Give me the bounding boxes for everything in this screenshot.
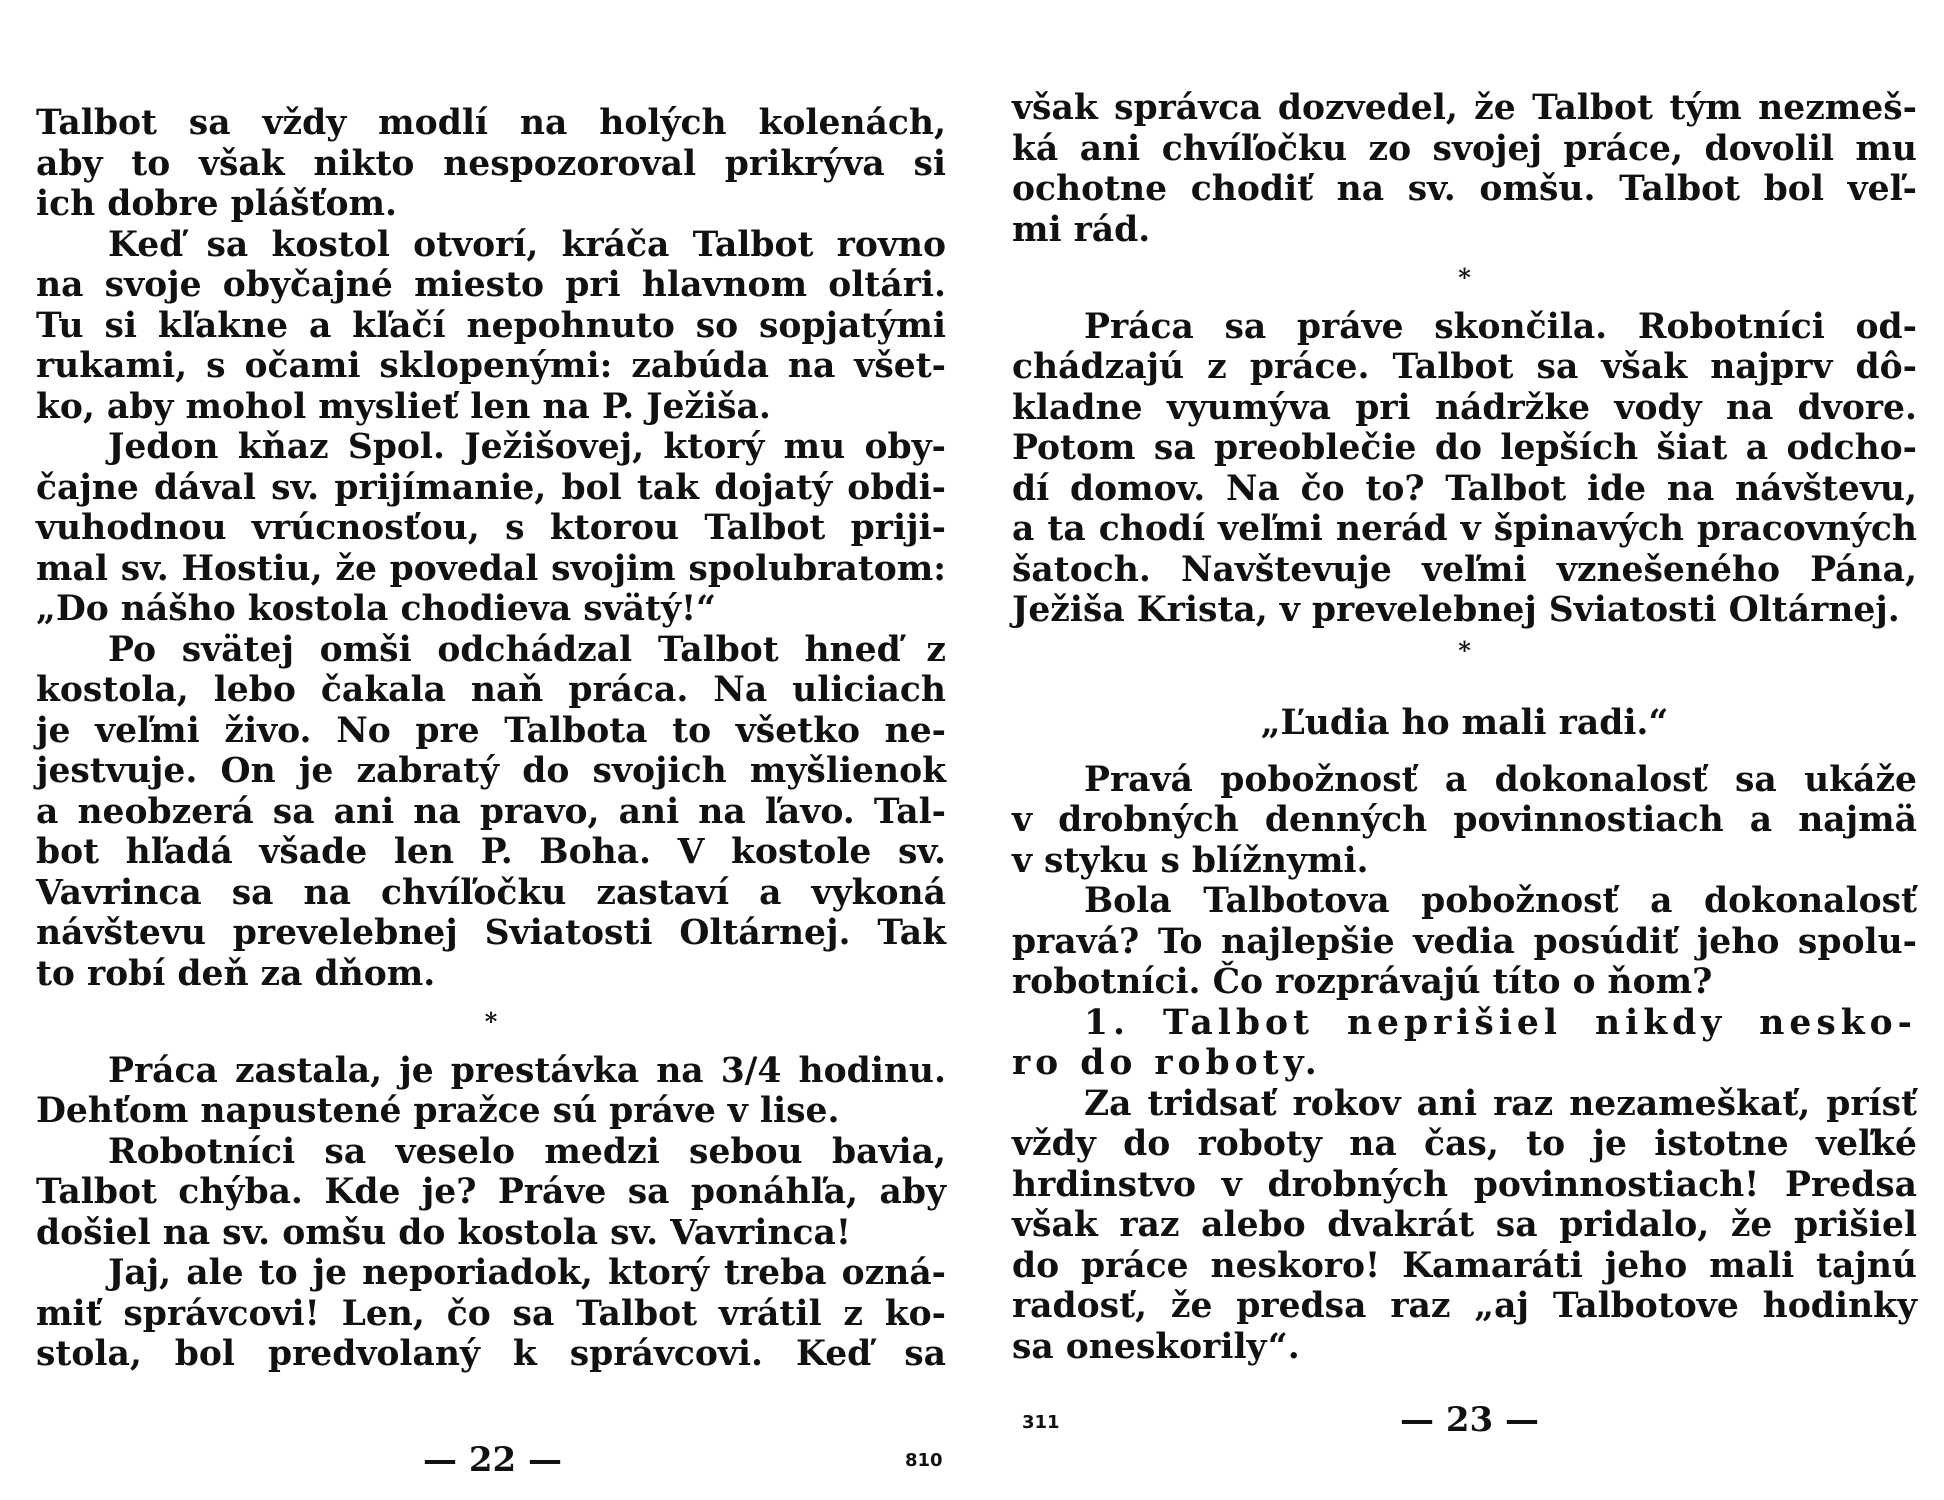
text-line: Dehťom napustené pražce sú práve v lise. (36, 1091, 840, 1131)
text-line: bot hľadá všade len P. Boha. V kostole sv. (36, 832, 946, 872)
right-page (1012, 0, 1917, 1500)
text-line: ich dobre plášťom. (36, 184, 398, 224)
text-line: došiel na sv. omšu do kostola sv. Vavrinca! (36, 1212, 852, 1253)
text-line: však správca dozvedel, že Talbot tým nezmeš- (1012, 88, 1917, 128)
text-line: Talbot sa vždy modlí na holých kolenách, (36, 103, 946, 143)
text-line: robotníci. Čo rozprávajú títo o ňom? (1012, 962, 1713, 1002)
text-line: Talbot chýba. Kde je? Práve sa ponáhľa, aby (36, 1172, 946, 1212)
printer-signature-right: 311 (1022, 1412, 1060, 1433)
text-line: hrdinstvo v drobných povinnostiach! Predsa (1012, 1164, 1917, 1205)
text-line: šatoch. Navštevuje veľmi vznešeného Pána, (1012, 549, 1917, 590)
section-separator-star: * (1458, 263, 1471, 292)
text-line: návštevu prevelebnej Sviatosti Oltárnej. Tak (36, 913, 946, 953)
text-line: sa oneskorily“. (1012, 1326, 1300, 1367)
text-line: Vavrinca sa na chvíľočku zastaví a vykoná (36, 872, 946, 913)
text-line: Pravá pobožnosť a dokonalosť sa ukáže (1084, 759, 1917, 800)
text-line: Robotníci sa veselo medzi sebou bavia, (108, 1131, 946, 1172)
page-number-left: — 22 — (423, 1440, 562, 1480)
text-line: jestvuje. On je zabratý do svojich myšlienok (36, 751, 946, 791)
text-line: do práce neskoro! Kamaráti jeho mali tajnú (1012, 1245, 1917, 1286)
text-line: vuhodnou vrúcnosťou, s ktorou Talbot priji- (36, 508, 946, 548)
text-line: chádzajú z práce. Talbot sa však najprv dô- (1012, 347, 1917, 387)
text-line: rukami, s očami sklopenými: zabúda na všet- (36, 346, 946, 386)
text-line: a neobzerá sa ani na pravo, ani na ľavo. Tal- (36, 791, 946, 832)
text-line: ochotne chodiť na sv. omšu. Talbot bol veľ- (1012, 169, 1917, 209)
text-line: Práca sa práve skončila. Robotníci od- (1084, 306, 1917, 347)
text-line: to robí deň za dňom. (36, 953, 436, 994)
text-line: ká ani chvíľočku zo svojej práce, dovolil mu (1012, 128, 1917, 169)
text-line: dí domov. Na čo to? Talbot ide na návštevu, (1012, 468, 1917, 509)
text-line: Bola Talbotova pobožnosť a dokonalosť (1084, 881, 1917, 921)
left-page (36, 0, 946, 1500)
text-line: pravá? To najlepšie vedia posúdiť jeho spolu- (1012, 921, 1917, 962)
text-line: ko, aby mohol myslieť len na P. Ježiša. (36, 386, 771, 427)
text-line: 1. Talbot neprišiel nikdy nesko- (1084, 1002, 1917, 1043)
text-line: Jedon kňaz Spol. Ježišovej, ktorý mu oby- (108, 427, 946, 467)
section-separator-star: * (484, 1007, 498, 1036)
page-number-right: — 23 — (1400, 1400, 1539, 1440)
text-line: vždy do roboty na čas, to je istotne veľké (1012, 1124, 1917, 1164)
text-line: a ta chodí veľmi nerád v špinavých pracovných (1012, 509, 1917, 549)
left-page-text (36, 0, 946, 1375)
text-line: Potom sa preoblečie do lepších šiat a odcho- (1012, 428, 1917, 468)
section-heading: „Ľudia ho mali radi.“ (1260, 703, 1669, 743)
text-line: Tu si kľakne a kľačí nepohnuto so sopjatými (36, 305, 946, 346)
text-line: aby to však nikto nespozoroval prikrýva si (36, 143, 946, 184)
right-page-text (1012, 0, 1917, 1367)
text-line: kostola, lebo čakala naň práca. Na uliciach (36, 670, 946, 710)
text-line: na svoje obyčajné miesto pri hlavnom oltári. (36, 265, 946, 305)
text-line: Ježiša Krista, v prevelebnej Sviatosti Oltárnej. (1012, 590, 1900, 630)
text-line: radosť, že predsa raz „aj Talbotove hodinky (1012, 1286, 1917, 1326)
text-line: Keď sa kostol otvorí, kráča Talbot rovno (108, 224, 946, 265)
text-line: ro do roboty. (1012, 1043, 1322, 1083)
text-line: kladne vyumýva pri nádržke vody na dvore. (1012, 387, 1917, 428)
section-separator-star: * (1458, 635, 1471, 665)
text-line: miť správcovi! Len, čo sa Talbot vrátil z ko- (36, 1293, 946, 1334)
text-line: je veľmi živo. No pre Talbota to všetko ne- (36, 710, 946, 751)
text-line: v styku s blížnymi. (1012, 840, 1369, 881)
text-line: Za tridsať rokov ani raz nezameškať, prísť (1084, 1083, 1917, 1124)
text-line: mi rád. (1012, 209, 1151, 250)
text-line: čajne dával sv. prijímanie, bol tak dojatý obdi- (36, 467, 946, 508)
printer-signature-left: 810 (905, 1450, 943, 1471)
text-line: Jaj, ale to je neporiadok, ktorý treba ozná- (108, 1253, 946, 1293)
text-line: stola, bol predvolaný k správcovi. Keď sa (36, 1334, 946, 1374)
text-line: Po svätej omši odchádzal Talbot hneď z (108, 629, 946, 670)
text-line: „Do nášho kostola chodieva svätý!“ (36, 589, 716, 629)
text-line: Práca zastala, je prestávka na 3/4 hodinu. (108, 1050, 946, 1091)
text-line: v drobných denných povinnostiach a najmä (1012, 800, 1917, 840)
text-line: však raz alebo dvakrát sa pridalo, že prišiel (1012, 1205, 1917, 1245)
text-line: mal sv. Hostiu, že povedal svojim spolubratom: (36, 548, 946, 589)
